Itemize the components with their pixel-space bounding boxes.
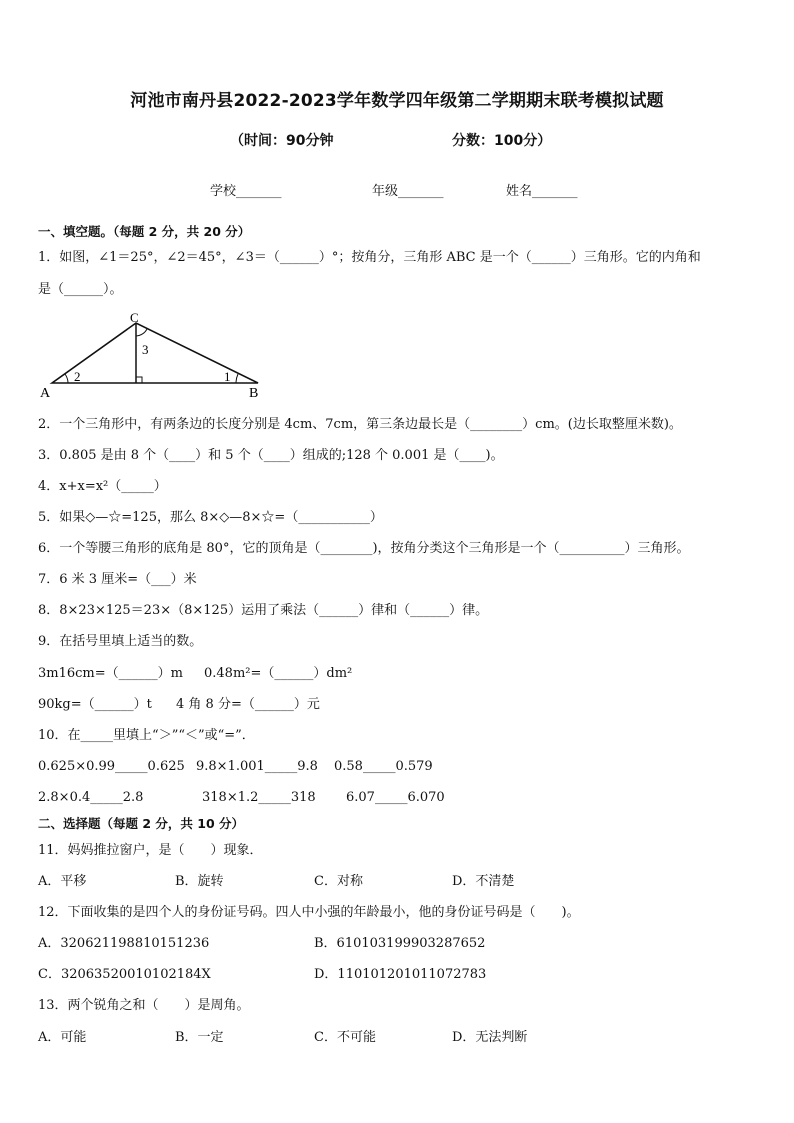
- grade-field[interactable]: 年级_______: [372, 184, 444, 199]
- question-10-item: 6.07_____6.070: [346, 790, 445, 805]
- question-4: 4．x+x=x²（_____）: [38, 479, 167, 494]
- question-1-line-1: 1．如图，∠1＝25°，∠2＝45°，∠3＝（______）°；按角分，三角形 ABC 是一个（______）三角形。它的内角和: [38, 250, 701, 265]
- question-12-stem: 12．下面收集的是四个人的身份证号码。四人中小强的年龄最小，他的身份证号码是（ )。: [38, 905, 580, 920]
- question-9-item: 90kg=（______）t: [38, 697, 152, 712]
- name-field[interactable]: 姓名_______: [506, 184, 578, 199]
- choice-option[interactable]: D．无法判断: [452, 1030, 528, 1045]
- question-9-stem: 9．在括号里填上适当的数。: [38, 634, 203, 649]
- label-a: A: [40, 386, 51, 400]
- question-11-stem: 11．妈妈推拉窗户，是（ ）现象．: [38, 843, 263, 858]
- question-10-item: 0.625×0.99_____0.625: [38, 759, 185, 774]
- question-3: 3．0.805 是由 8 个（____）和 5 个（____）组成的;128 个 0.001 是（____)。: [38, 448, 504, 463]
- choice-option[interactable]: A．可能: [38, 1030, 87, 1045]
- choice-option[interactable]: C．对称: [314, 874, 363, 889]
- label-angle-1: 1: [224, 369, 231, 384]
- choice-option[interactable]: B．旋转: [175, 874, 224, 889]
- choice-option[interactable]: D．不清楚: [452, 874, 515, 889]
- question-2: 2．一个三角形中，有两条边的长度分别是 4cm、7cm，第三条边最长是（________）cm。(边长取整厘米数)。: [38, 417, 682, 432]
- section-2-heading: 二、选择题（每题 2 分，共 10 分）: [38, 816, 245, 831]
- angle-1-arc: [236, 374, 238, 383]
- question-10-item: 2.8×0.4_____2.8: [38, 790, 144, 805]
- question-10-item: 0.58_____0.579: [334, 759, 433, 774]
- choice-option[interactable]: A．320621198810151236: [38, 936, 210, 951]
- triangle-figure: [38, 312, 270, 400]
- label-c: C: [130, 312, 139, 325]
- school-field[interactable]: 学校_______: [210, 184, 282, 199]
- section-1-heading: 一、填空题。（每题 2 分，共 20 分）: [38, 224, 251, 239]
- question-5: 5．如果◇—☆=125，那么 8×◇—8×☆=（___________）: [38, 510, 383, 525]
- question-9-item: 3m16cm=（______）m: [38, 666, 183, 681]
- total-score: 分数：100分）: [452, 133, 552, 149]
- question-6: 6．一个等腰三角形的底角是 80°，它的顶角是（________)，按角分类这个三角形是一个（__________）三角形。: [38, 541, 690, 556]
- exam-title: 河池市南丹县2022-2023学年数学四年级第二学期期末联考模拟试题: [130, 91, 664, 111]
- question-9-item: 4 角 8 分=（______）元: [176, 697, 320, 712]
- label-angle-2: 2: [74, 369, 81, 384]
- choice-option[interactable]: C．32063520010102184X: [38, 967, 211, 982]
- question-7: 7．6 米 3 厘米=（___）米: [38, 572, 197, 587]
- choice-option[interactable]: B．610103199903287652: [314, 936, 486, 951]
- label-angle-3: 3: [142, 342, 149, 357]
- choice-option[interactable]: D．110101201011072783: [314, 967, 487, 982]
- angle-3-arc: [136, 329, 147, 336]
- label-b: B: [249, 386, 259, 400]
- question-10-stem: 10．在_____里填上“＞”“＜”或“=”．: [38, 728, 255, 743]
- question-10-item: 318×1.2_____318: [202, 790, 316, 805]
- choice-option[interactable]: C．不可能: [314, 1030, 376, 1045]
- choice-option[interactable]: B．一定: [175, 1030, 224, 1045]
- time-limit: （时间：90分钟: [230, 133, 334, 149]
- question-8: 8．8×23×125＝23×（8×125）运用了乘法（______）律和（______）律。: [38, 603, 489, 618]
- question-1-line-2: 是（______）。: [38, 282, 123, 297]
- right-angle-mark: [136, 377, 142, 383]
- angle-2-arc: [65, 374, 68, 383]
- question-9-item: 0.48m²=（______）dm²: [204, 666, 353, 681]
- question-13-stem: 13．两个锐角之和（ ）是周角。: [38, 998, 250, 1013]
- question-10-item: 9.8×1.001_____9.8: [196, 759, 318, 774]
- choice-option[interactable]: A．平移: [38, 874, 87, 889]
